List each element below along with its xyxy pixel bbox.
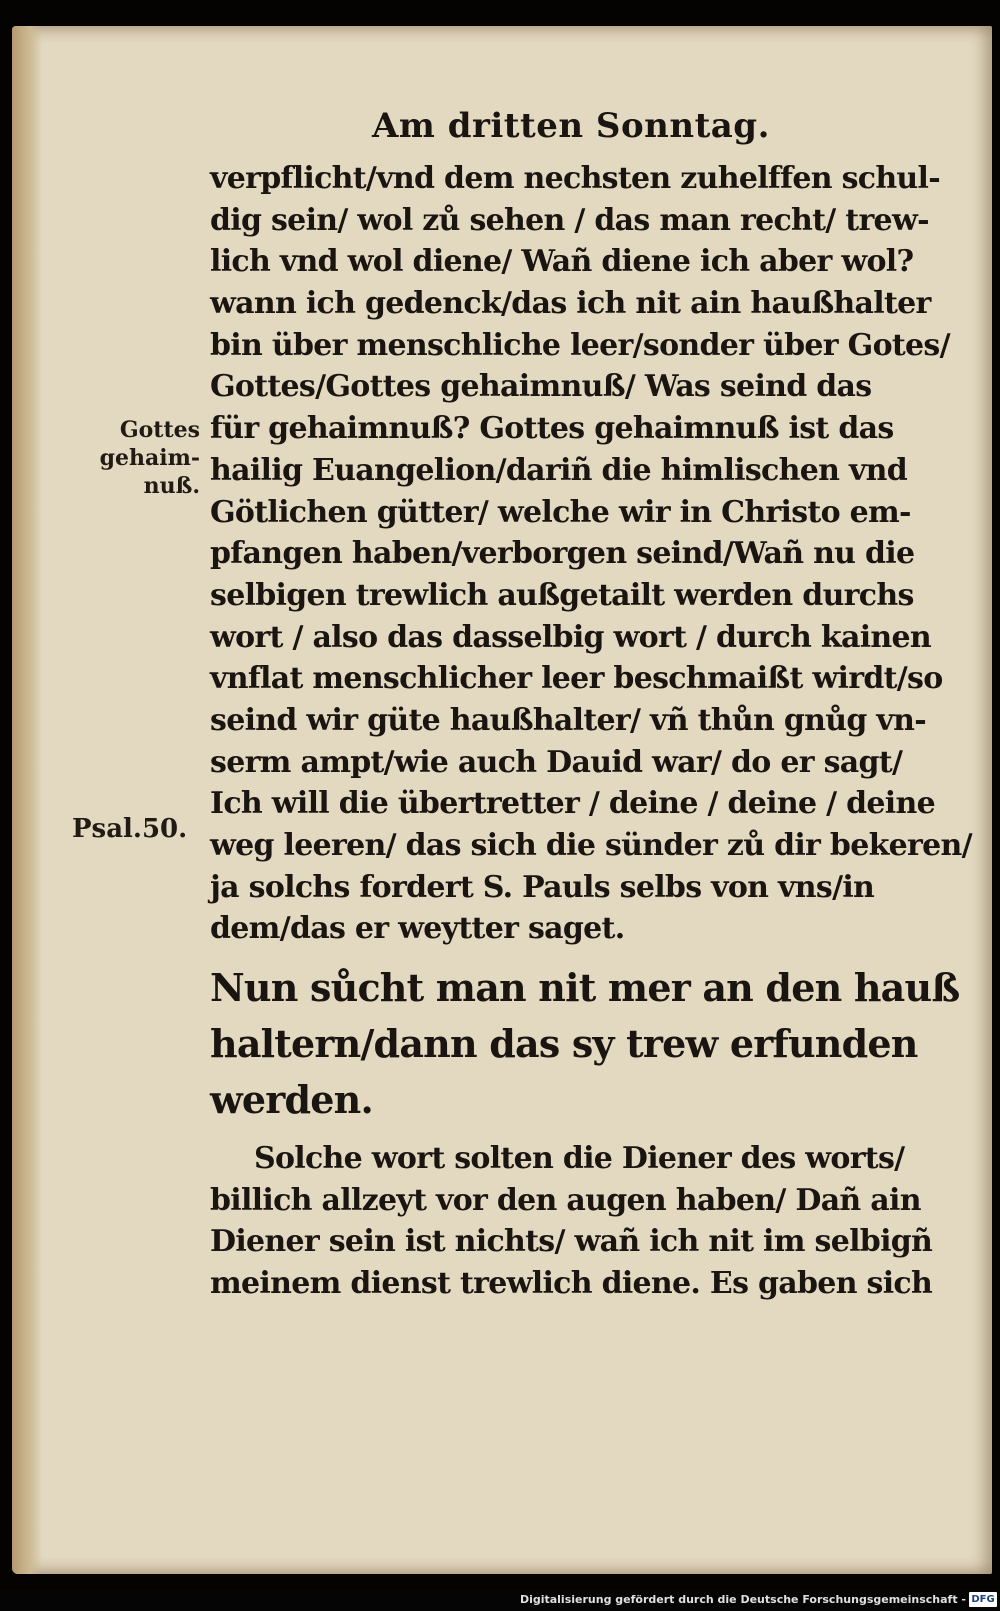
text-line: vnflat menschlicher leer beschmaißt wirdt/so: [210, 661, 943, 697]
text-line: Ich will die übertretter / deine / deine / deine: [210, 786, 935, 822]
margin-note-psalm: Psal.50.: [72, 814, 188, 844]
text-line: wann ich gedenck/das ich nit ain haußhalter: [210, 286, 931, 322]
text-line: dig sein/ wol zů sehen / das man recht/ trew-: [210, 202, 929, 238]
quote-line: Nun sůcht man nit mer an den hauß: [210, 965, 960, 1011]
main-text-block: [210, 158, 972, 1305]
book-page: [12, 26, 992, 1574]
margin-note-line: Gottes: [119, 417, 200, 443]
margin-note-line: nuß.: [143, 473, 200, 499]
quote-line: werden.: [210, 1077, 373, 1123]
text-line: seind wir güte haußhalter/ vñ thůn gnůg vn-: [210, 702, 926, 738]
text-line: selbigen trewlich außgetailt werden durchs: [210, 577, 914, 613]
text-line: Gottes/Gottes gehaimnuß/ Was seind das: [210, 369, 872, 405]
page-heading: Am dritten Sonntag.: [372, 106, 770, 146]
closing-line: billich allzeyt vor den augen haben/ Dañ ain: [210, 1182, 921, 1218]
page-gutter-shadow: [12, 26, 42, 1574]
text-line: weg leeren/ das sich die sünder zů dir bekeren/: [210, 828, 972, 863]
text-line: verpflicht/vnd dem nechsten zuhelffen schul-: [210, 161, 940, 196]
text-line: ja solchs fordert S. Pauls selbs von vns/in: [210, 869, 875, 905]
text-line: bin über menschliche leer/sonder über Gotes/: [210, 327, 950, 363]
text-line: lich vnd wol diene/ Wañ diene ich aber wol?: [210, 244, 914, 280]
text-line: wort / also das dasselbig wort / durch kainen: [210, 619, 932, 655]
text-line: pfangen haben/verborgen seind/Wañ nu die: [210, 536, 915, 572]
text-line: dem/das er weytter saget.: [210, 911, 625, 947]
text-line: serm ampt/wie auch Dauid war/ do er sagt/: [210, 744, 903, 780]
quote-line: haltern/dann das sy trew erfunden: [210, 1021, 918, 1067]
margin-note-line: gehaim-: [99, 445, 200, 471]
closing-line: Solche wort solten die Diener des worts/: [254, 1141, 905, 1177]
closing-line: meinem dienst trewlich diene. Es gaben sich: [210, 1266, 933, 1302]
text-line: für gehaimnuß? Gottes gehaimnuß ist das: [210, 411, 894, 447]
dfg-logo: DFG: [969, 1592, 997, 1607]
text-line: Götlichen gütter/ welche wir in Christo em-: [210, 494, 911, 530]
text-line: hailig Euangelion/dariñ die himlischen vnd: [210, 452, 908, 488]
digitization-credit: Digitalisierung gefördert durch die Deutsche Forschungsgemeinschaft -: [519, 1593, 966, 1606]
margin-note-gottes-gehaimnuss: [80, 416, 200, 500]
closing-line: Diener sein ist nichts/ wañ ich nit im selbigñ: [210, 1224, 933, 1260]
